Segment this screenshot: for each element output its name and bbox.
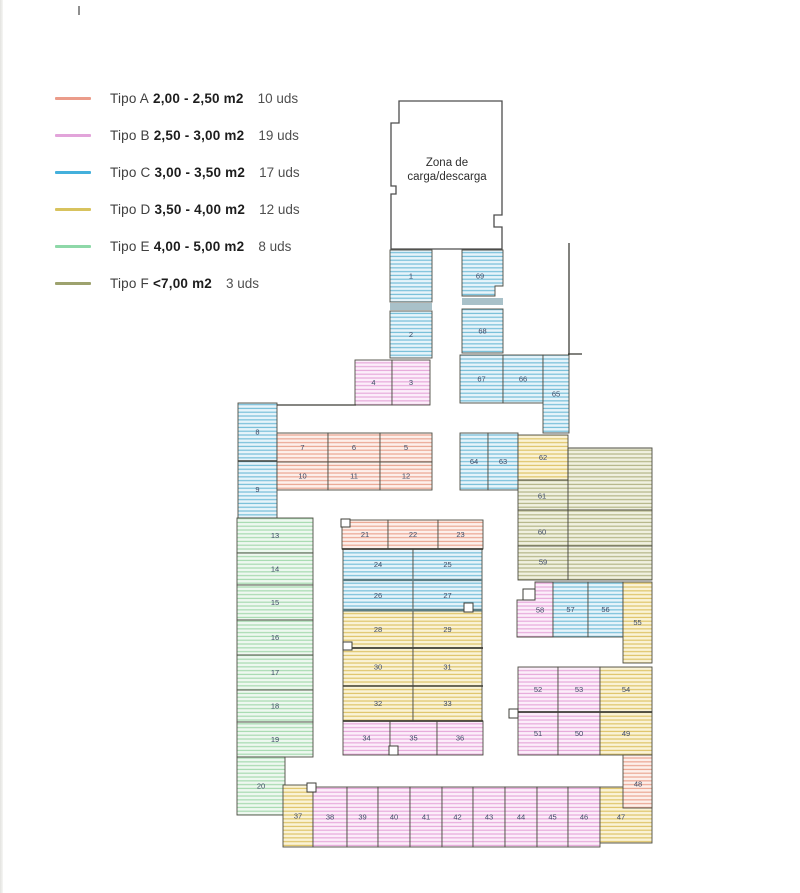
- unit-34-label: 34: [362, 733, 371, 743]
- unit-54-label: 54: [621, 685, 631, 695]
- unit-39-label: 39: [358, 812, 367, 822]
- unit-49-label: 49: [621, 729, 631, 739]
- unit-65-label: 65: [551, 389, 561, 399]
- unit-41-label: 41: [421, 812, 431, 822]
- unit-16-label: 16: [270, 633, 280, 643]
- unit-45-label: 45: [548, 812, 557, 822]
- unit-5-label: 5: [403, 443, 409, 453]
- unit-40-label: 40: [389, 812, 399, 822]
- door-symbol: [523, 589, 535, 600]
- unit-56-label: 56: [601, 605, 610, 615]
- door-symbol: [464, 603, 473, 612]
- unit-31-label: 31: [443, 662, 452, 672]
- unit-60-label: 60: [537, 527, 547, 537]
- legend-unit-count: 8 uds: [258, 239, 292, 254]
- zona-label-line2: carga/descarga: [407, 171, 487, 183]
- wall-band: [462, 298, 503, 305]
- unit-1-label: 1: [408, 271, 414, 281]
- unit-59-label: 59: [538, 557, 548, 567]
- unit-25-label: 25: [443, 560, 452, 570]
- unit-30-label: 30: [373, 662, 383, 672]
- unit-24-label: 24: [373, 560, 383, 570]
- unit-4-label: 4: [371, 378, 376, 388]
- legend-type-name: Tipo A: [110, 91, 149, 106]
- legend-size-range: 2,00 - 2,50 m2: [152, 91, 244, 106]
- unit-46-label: 46: [579, 812, 589, 822]
- unit-33-label: 33: [443, 699, 452, 709]
- unit-61-label: 61: [537, 491, 547, 501]
- legend-type-name: Tipo C: [110, 165, 151, 180]
- unit-52-label: 52: [533, 685, 543, 695]
- unit-57-label: 57: [566, 605, 575, 615]
- door-symbol: [341, 519, 350, 527]
- legend-size-range: 3,50 - 4,00 m2: [154, 202, 246, 217]
- unit-43-label: 43: [484, 812, 494, 822]
- unit-17-label: 17: [270, 668, 280, 678]
- door-symbol: [307, 783, 316, 792]
- legend-unit-count: 19 uds: [258, 128, 299, 143]
- unit-67-label: 67: [477, 374, 486, 384]
- unit-9-label: 9: [255, 485, 260, 495]
- unit-55-label: 55: [633, 618, 642, 628]
- wall-band: [390, 303, 432, 310]
- zona-label-line1: Zona de: [425, 157, 469, 169]
- unit-36-label: 36: [455, 733, 465, 743]
- legend-size-range: <7,00 m2: [152, 276, 212, 291]
- legend-unit-count: 10 uds: [257, 91, 299, 106]
- legend-size-range: 4,00 - 5,00 m2: [153, 239, 245, 254]
- legend-type-name: Tipo B: [110, 128, 150, 143]
- unit-23-label: 23: [456, 530, 465, 540]
- legend-type-name: Tipo D: [110, 202, 151, 217]
- unit-58-label: 58: [535, 605, 545, 615]
- unit-42-label: 42: [453, 812, 462, 822]
- unit-6-label: 6: [351, 443, 357, 453]
- unit-10-label: 10: [298, 471, 307, 481]
- unit-22-label: 22: [408, 530, 418, 540]
- unit-21-label: 21: [360, 530, 370, 540]
- unit-47-label: 47: [616, 812, 626, 822]
- unit-48-label: 48: [633, 779, 643, 789]
- unit-53-label: 53: [574, 685, 584, 695]
- unit-68-label: 68: [478, 326, 487, 336]
- legend-unit-count: 17 uds: [259, 165, 300, 180]
- unit-32-label: 32: [373, 699, 383, 709]
- unit-20-label: 20: [256, 781, 266, 791]
- unit-28-label: 28: [373, 625, 383, 635]
- door-symbol: [389, 746, 398, 755]
- door-symbol: [343, 642, 352, 650]
- unit-11-label: 11: [350, 471, 358, 481]
- unit-19-label: 19: [270, 735, 280, 745]
- legend-unit-count: 12 uds: [259, 202, 300, 217]
- legend-type-name: Tipo E: [110, 239, 150, 254]
- door-symbol: [509, 709, 518, 718]
- legend-size-range: 3,00 - 3,50 m2: [154, 165, 246, 180]
- unit-2-label: 2: [408, 330, 414, 340]
- unit-3-label: 3: [408, 378, 414, 388]
- unit-38-label: 38: [325, 812, 335, 822]
- unit-8-label: 8: [255, 427, 260, 437]
- unit-26-label: 26: [373, 591, 383, 601]
- unit-18-label: 18: [270, 701, 280, 711]
- unit-51-label: 51: [533, 729, 543, 739]
- unit-14-label: 14: [270, 564, 280, 574]
- unit-7-label: 7: [300, 443, 305, 453]
- unit-29-label: 29: [443, 625, 452, 635]
- unit-44-label: 44: [516, 812, 526, 822]
- unit-62-label: 62: [538, 453, 548, 463]
- unit-12-label: 12: [401, 471, 411, 481]
- legend-type-name: Tipo F: [110, 276, 149, 291]
- unit-15-label: 15: [270, 598, 280, 608]
- unit-66-label: 66: [518, 374, 528, 384]
- unit-27-label: 27: [443, 591, 452, 601]
- unit-50-label: 50: [574, 729, 584, 739]
- unit-69-label: 69: [475, 271, 485, 281]
- unit-63-label: 63: [498, 457, 508, 467]
- legend-size-range: 2,50 - 3,00 m2: [153, 128, 245, 143]
- unit-13-label: 13: [270, 531, 280, 541]
- legend-unit-count: 3 uds: [226, 276, 260, 291]
- unit-35-label: 35: [409, 733, 418, 743]
- unit-37-label: 37: [293, 811, 303, 821]
- unit-64-label: 64: [469, 457, 479, 467]
